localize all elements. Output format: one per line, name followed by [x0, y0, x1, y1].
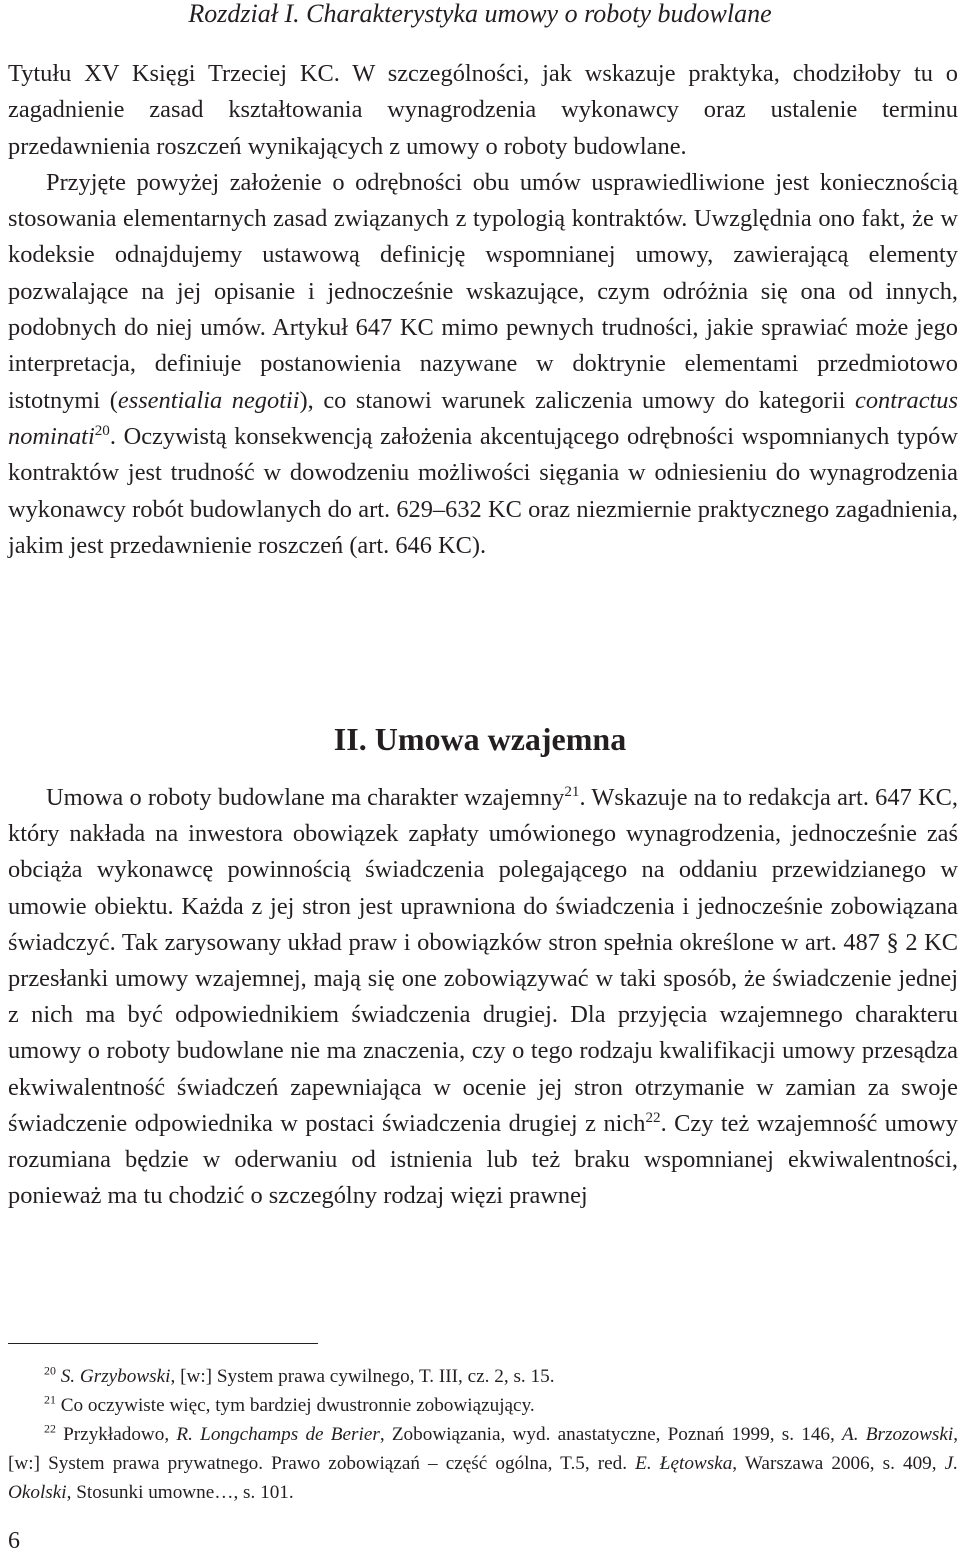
text-run: Przyjęte powyżej założenie o odrębności obu umów usprawiedliwione jest koniecznością stosowania elementarnych zasad związanych z typologią kontraktów. Uwzględnia ono fakt, że w kodeksie odnajdujemy ustawową definicję wspomnianej umowy, zawierającą elementy pozwalające na jej opisanie i jednocześnie wskazujące, czym odróżnia się ona od innych, podobnych do niej umów. Artykuł 647 KC mimo pewnych trudności, jakie sprawiać może jego interpretacja, definiuje postanowienia nazywane w doktrynie elementami przedmiotowo istotnymi (	[8, 168, 958, 414]
footnote-22	[8, 1420, 958, 1507]
text-run: . Czy też wzajemność umowy rozumiana będzie w oderwaniu od istnienia lub też braku wspomnianej ekwiwalentności, ponieważ ma tu chodzić o szczególny rodzaj więzi prawnej	[8, 1109, 958, 1210]
text-run: . Oczywistą konsekwencją założenia akcentującego odrębności wspomnianych typów kontraktów jest trudność w dowodzeniu możliwości sięgania w odniesieniu do wynagrodzenia wykonawcy robót budowlanych do art. 629–632 KC oraz niezmiernie praktycznego zagadnienia, jakim jest przedawnienie roszczeń (art. 646 KC).	[8, 422, 958, 559]
section-heading: II. Umowa wzajemna	[333, 721, 627, 757]
footnote-author: R. Longchamps de Berier	[176, 1424, 380, 1445]
footnote-separator	[8, 1343, 318, 1344]
paragraph-3	[8, 780, 958, 1214]
footnote-text: , [w:] System prawa cywilnego, T. III, cz. 2, s. 15.	[170, 1366, 555, 1387]
footnote-ref-21[interactable]: 21	[564, 783, 580, 800]
paragraph-1: Tytułu XV Księgi Trzeciej KC. W szczególności, jak wskazuje praktyka, chodziłoby tu o zagadnienie zasad kształtowania wynagrodzenia wykonawcy oraz ustalenie terminu przedawnienia roszczeń wynikających z umowy o roboty budowlane.	[8, 60, 958, 160]
italic-term: contractus nominati	[8, 386, 958, 450]
text-run: ), co stanowi warunek zaliczenia umowy do kategorii	[299, 386, 856, 414]
footnote-author: A. Brzozowski	[842, 1424, 954, 1445]
footnote-author: S. Grzybowski	[60, 1366, 171, 1387]
footnote-text: , [w:] System prawa prywatnego. Prawo zobowiązań – część ogólna, T.5, red.	[8, 1424, 959, 1474]
footnote-author: J. Okolski	[8, 1453, 958, 1503]
footnote-number: 22	[44, 1421, 56, 1436]
body-text-upper	[8, 56, 958, 564]
footnote-number: 20	[44, 1363, 56, 1378]
body-text-lower	[8, 780, 958, 1214]
running-head: Rozdział I. Charakterystyka umowy o roboty budowlane	[188, 0, 772, 28]
page-number: 6	[8, 1528, 20, 1554]
footnote-text: , Zobowiązania, wyd. anastatyczne, Poznań 1999, s. 146,	[379, 1424, 843, 1445]
footnote-20	[8, 1362, 958, 1391]
text-run: . Wskazuje na to redakcja art. 647 KC, który nakłada na inwestora obowiązek zapłaty umówionego wynagrodzenia, jednocześnie zaś obciąża wykonawcę powinnością świadczenia polegającego na oddaniu przewidzianego w umowie obiektu. Każda z jej stron jest uprawniona do świadczenia i jednocześnie zobowiązana świadczyć. Tak zarysowany układ praw i obowiązków stron spełnia określone w art. 487 § 2 KC przesłanki umowy wzajemnej, mają się one zobowiązywać w taki sposób, że świadczenie jednej z nich ma być odpowiednikiem świadczenia drugiej. Dla przyjęcia wzajemnego charakteru umowy o roboty budowlane nie ma znaczenia, czy o tego rodzaju kwalifikacji umowy przesądza ekwiwalentność świadczeń zapewniająca w ocenie jej stron otrzymanie w zamian za swoje świadczenie odpowiednika w postaci świadczenia drugiej z nich	[8, 784, 958, 1137]
text-run: Umowa o roboty budowlane ma charakter wzajemny	[46, 784, 565, 811]
footnote-text: , Stosunki umowne…, s. 101.	[66, 1482, 294, 1503]
footnote-21	[8, 1391, 958, 1420]
footnote-number: 21	[44, 1392, 56, 1407]
footnote-author: E. Łętowska	[635, 1453, 733, 1474]
paragraph-2	[8, 165, 958, 564]
footnote-ref-22[interactable]: 22	[645, 1109, 661, 1126]
footnotes	[8, 1362, 958, 1507]
footnote-text: Przykładowo,	[63, 1424, 177, 1445]
footnote-ref-20[interactable]: 20	[94, 422, 110, 439]
footnote-text: , Warszawa 2006, s. 409,	[732, 1453, 945, 1474]
footnote-text: Co oczywiste więc, tym bardziej dwustronnie zobowiązujący.	[60, 1395, 535, 1416]
italic-term: essentialia negotii	[117, 386, 300, 414]
